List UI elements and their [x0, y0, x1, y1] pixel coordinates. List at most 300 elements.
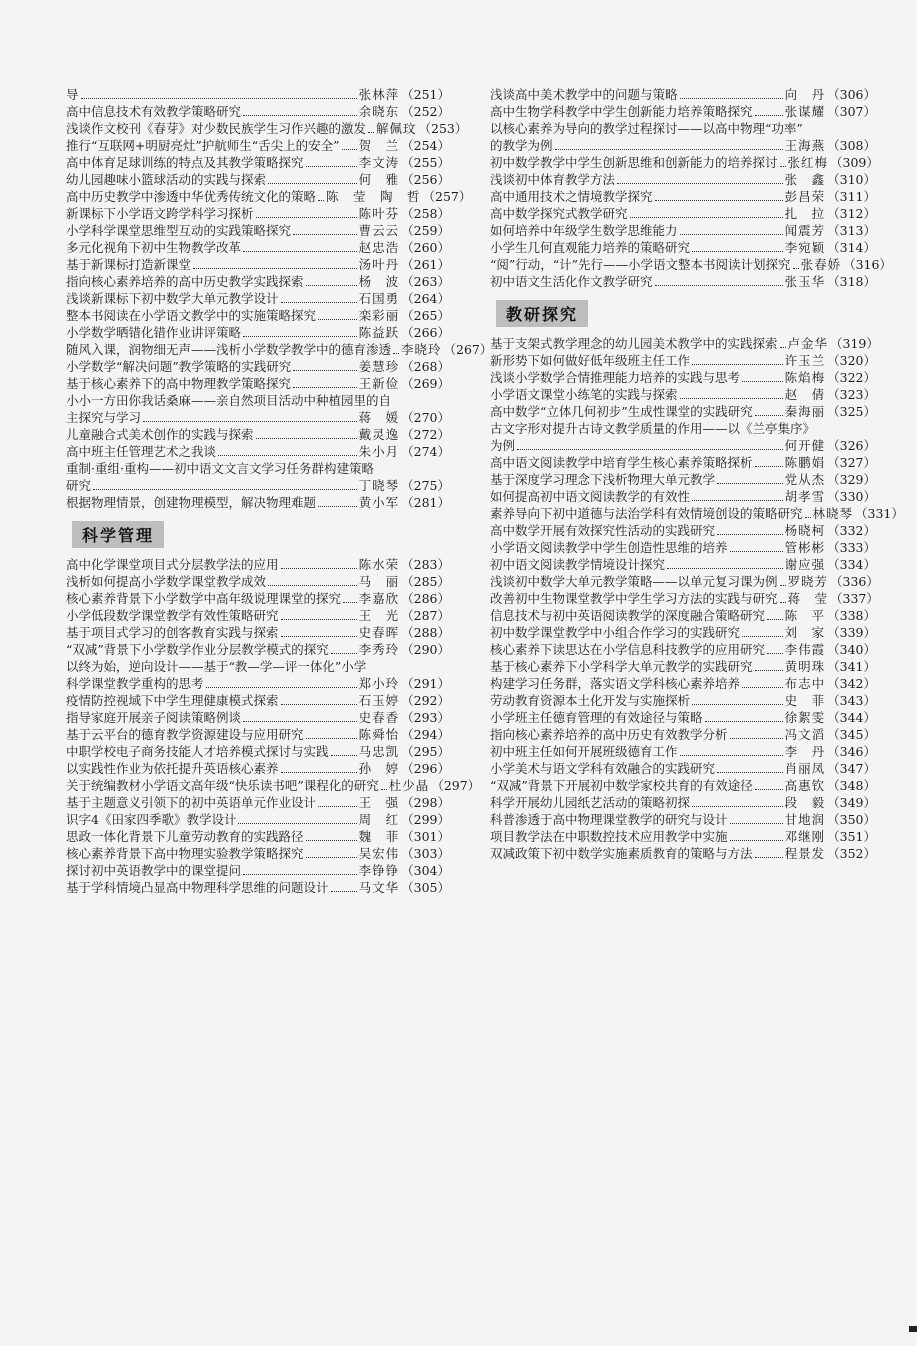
toc-entry[interactable] — [490, 171, 876, 188]
entry-page-number: （318） — [827, 274, 876, 289]
entry-author: 李晓玲 — [401, 342, 442, 357]
toc-entry[interactable] — [490, 369, 876, 386]
dot-leader — [655, 199, 783, 201]
entry-author: 丁晓琴 — [358, 478, 400, 493]
entry-author: 郑小玲 — [358, 676, 400, 691]
entry-author: 杜少晶 — [388, 778, 430, 793]
entry-author: 陈 平 — [784, 608, 826, 623]
dot-leader — [680, 754, 783, 756]
toc-entry[interactable] — [490, 760, 876, 777]
entry-page-number: （327） — [827, 455, 876, 470]
toc-entry[interactable] — [490, 641, 876, 658]
entry-author: 段 毅 — [784, 795, 826, 810]
toc-entry[interactable] — [66, 573, 450, 590]
toc-entry[interactable] — [66, 222, 450, 239]
toc-entry[interactable] — [490, 522, 876, 539]
dot-leader — [281, 567, 357, 569]
toc-entry[interactable] — [66, 845, 450, 862]
toc-entry[interactable] — [490, 86, 876, 103]
toc-entry[interactable] — [66, 307, 450, 324]
entry-author: 扎 拉 — [784, 206, 826, 221]
entry-author: 黄小军 — [358, 495, 400, 510]
entry-title-line: 根据物理情景，创建物理模型，解决物理难题 — [66, 495, 317, 510]
entry-page-number: （270） — [401, 410, 450, 425]
entry-author: 杨 波 — [358, 274, 400, 289]
dot-leader — [617, 182, 783, 184]
dot-leader — [793, 267, 799, 269]
toc-entry[interactable] — [66, 358, 450, 375]
entry-author: 冯文滔 — [784, 727, 826, 742]
dot-leader — [268, 584, 357, 586]
entry-author: 马文华 — [358, 880, 400, 895]
entry-page-number: （260） — [401, 240, 450, 255]
toc-entry[interactable] — [490, 828, 876, 845]
entry-page-number: （275） — [401, 478, 450, 493]
toc-entry[interactable] — [490, 692, 876, 709]
entry-author: 陈 莹 陶 哲 — [326, 189, 421, 204]
dot-leader — [805, 516, 811, 518]
dot-leader — [281, 703, 357, 705]
toc-entry[interactable] — [66, 556, 450, 573]
toc-entry[interactable] — [490, 573, 879, 590]
toc-entry[interactable] — [490, 624, 876, 641]
entry-title-line: 高中数学探究式教学研究 — [490, 206, 628, 221]
toc-entry[interactable] — [66, 709, 450, 726]
toc-entry[interactable] — [490, 403, 876, 420]
toc-entry[interactable] — [490, 726, 876, 743]
entry-title-line: 主探究与学习 — [66, 410, 142, 425]
dot-leader — [730, 839, 783, 841]
entry-author: 秦海丽 — [784, 404, 826, 419]
toc-entry[interactable] — [490, 120, 876, 154]
entry-page-number: （288） — [401, 625, 450, 640]
entry-page-number: （334） — [827, 557, 876, 572]
entry-author: 马忠凯 — [358, 744, 400, 759]
dot-leader — [742, 686, 783, 688]
entry-author: 解佩玟 — [376, 121, 417, 136]
toc-entry[interactable] — [66, 726, 450, 743]
toc-entry[interactable] — [66, 392, 450, 426]
entry-page-number: （342） — [827, 676, 876, 691]
toc-entry[interactable] — [66, 375, 450, 392]
toc-entry[interactable] — [490, 488, 876, 505]
dot-leader — [306, 839, 357, 841]
entry-page-number: （283） — [401, 557, 450, 572]
toc-entry[interactable] — [490, 811, 876, 828]
entry-author: 李嘉欣 — [358, 591, 400, 606]
entry-page-number: （272） — [401, 427, 450, 442]
toc-entry[interactable] — [66, 239, 450, 256]
toc-entry[interactable] — [66, 273, 450, 290]
entry-page-number: （308） — [827, 138, 876, 153]
toc-entry[interactable] — [66, 862, 450, 879]
entry-title-line: 以核心素养为导向的教学过程探讨——以高中物理“功率” — [490, 121, 803, 136]
toc-entry[interactable] — [490, 539, 876, 556]
entry-author: 许玉兰 — [784, 353, 826, 368]
entry-author: 贺 兰 — [358, 138, 400, 153]
entry-author: 李文涛 — [358, 155, 400, 170]
dot-leader — [692, 250, 783, 252]
entry-page-number: （263） — [401, 274, 450, 289]
toc-entry[interactable] — [66, 341, 493, 358]
dot-leader — [238, 822, 356, 824]
entry-author: 栾彩丽 — [358, 308, 400, 323]
toc-entry[interactable] — [66, 426, 450, 443]
entry-title-line: 高中历史教学中渗透中华优秀传统文化的策略 — [66, 189, 317, 204]
entry-page-number: （306） — [827, 87, 876, 102]
entry-title-line: 核心素养背景下高中物理实验教学策略探究 — [66, 846, 304, 861]
entry-author: 向 丹 — [784, 87, 826, 102]
toc-entry[interactable] — [66, 777, 481, 794]
dot-leader — [293, 386, 357, 388]
toc-entry[interactable] — [66, 205, 450, 222]
entry-page-number: （350） — [827, 812, 876, 827]
toc-entry[interactable] — [66, 760, 450, 777]
toc-entry[interactable] — [66, 86, 450, 103]
entry-author: 蒋 媛 — [358, 410, 400, 425]
entry-page-number: （257） — [422, 189, 472, 204]
toc-entry[interactable] — [66, 171, 450, 188]
toc-entry[interactable] — [490, 709, 876, 726]
dot-leader — [755, 788, 783, 790]
toc-entry[interactable] — [490, 675, 876, 692]
entry-author: 闻震芳 — [784, 223, 826, 238]
entry-page-number: （301） — [401, 829, 450, 844]
dot-leader — [381, 788, 387, 790]
entry-title-line: 新课标下小学语文跨学科学习探析 — [66, 206, 254, 221]
entry-page-number: （352） — [827, 846, 876, 861]
entry-author: 党从杰 — [784, 472, 826, 487]
entry-author: 黄明珠 — [784, 659, 826, 674]
toc-entry[interactable] — [66, 324, 450, 341]
toc-entry[interactable] — [490, 335, 879, 352]
entry-page-number: （252） — [401, 104, 450, 119]
entry-page-number: （339） — [827, 625, 876, 640]
entry-page-number: （287） — [401, 608, 450, 623]
dot-leader — [93, 488, 357, 490]
entry-author: 王新俭 — [358, 376, 400, 391]
toc-entry[interactable] — [490, 777, 876, 794]
entry-page-number: （267） — [443, 342, 493, 357]
dot-leader — [268, 182, 357, 184]
entry-page-number: （253） — [418, 121, 468, 136]
entry-title-line: 构建学习任务群，落实语文学科核心素养培养 — [490, 676, 741, 691]
entry-title-line: 高中数学开展有效探究性活动的实践研究 — [490, 523, 716, 538]
entry-page-number: （274） — [401, 444, 450, 459]
entry-page-number: （299） — [401, 812, 450, 827]
entry-author: 陈叶芬 — [358, 206, 400, 221]
entry-author: 曹云云 — [358, 223, 400, 238]
toc-entry[interactable] — [490, 222, 876, 239]
entry-author: 林晓琴 — [812, 506, 854, 521]
toc-entry[interactable] — [66, 607, 450, 624]
entry-page-number: （281） — [401, 495, 450, 510]
dot-leader — [293, 369, 356, 371]
entry-title-line: 初中数学课堂教学中小组合作学习的实践研究 — [490, 625, 741, 640]
entry-page-number: （314） — [827, 240, 876, 255]
entry-author: 张红梅 — [787, 155, 829, 170]
toc-entry[interactable] — [66, 811, 450, 828]
toc-entry[interactable] — [490, 239, 876, 256]
dot-leader — [692, 499, 783, 501]
dot-leader — [742, 380, 783, 382]
entry-title-line: 初中语文阅读教学情境设计探究 — [490, 557, 666, 572]
entry-author: 胡孝雪 — [784, 489, 826, 504]
entry-page-number: （303） — [401, 846, 450, 861]
entry-page-number: （332） — [827, 523, 876, 538]
entry-page-number: （322） — [827, 370, 876, 385]
dot-leader — [767, 618, 783, 620]
toc-entry[interactable] — [490, 352, 876, 369]
toc-entry[interactable] — [66, 828, 450, 845]
toc-entry[interactable] — [66, 590, 450, 607]
entry-title-line: 基于支架式教学理念的幼儿园美术教学中的实践探索 — [490, 336, 778, 351]
toc-entry[interactable] — [490, 505, 904, 522]
entry-page-number: （264） — [401, 291, 450, 306]
entry-page-number: （349） — [827, 795, 876, 810]
toc-entry[interactable] — [66, 256, 450, 273]
dot-leader — [331, 890, 357, 892]
entry-title-line: 古文字形对提升古诗文教学质量的作用——以《兰亭集序》 — [490, 421, 816, 436]
toc-entry[interactable] — [66, 692, 450, 709]
toc-entry[interactable] — [490, 154, 879, 171]
entry-page-number: （337） — [830, 591, 879, 606]
entry-page-number: （330） — [827, 489, 876, 504]
toc-entry[interactable] — [66, 494, 450, 511]
toc-entry[interactable] — [66, 460, 450, 494]
entry-title-line: 初中数学教学中学生创新思维和创新能力的培养探讨 — [490, 155, 778, 170]
toc-entry[interactable] — [490, 845, 876, 862]
dot-leader — [755, 414, 783, 416]
dot-leader — [680, 97, 783, 99]
toc-entry[interactable] — [490, 205, 876, 222]
dot-leader — [306, 284, 357, 286]
entry-author: 汤叶丹 — [358, 257, 400, 272]
entry-author: 蒋 莹 — [787, 591, 829, 606]
entry-title-line: 幼儿园趣味小篮球活动的实践与探索 — [66, 172, 267, 187]
dot-leader — [780, 584, 786, 586]
entry-title-line: 研究 — [66, 478, 92, 493]
entry-page-number: （351） — [827, 829, 876, 844]
entry-author: 王 强 — [358, 795, 400, 810]
entry-page-number: （286） — [401, 591, 450, 606]
entry-title-line: 浅谈高中美术教学中的问题与策略 — [490, 87, 678, 102]
dot-leader — [342, 148, 357, 150]
entry-title-line: 小学数学“解决问题”教学策略的实践研究 — [66, 359, 292, 374]
entry-title-line: 高中化学课堂项目式分层教学法的应用 — [66, 557, 279, 572]
dot-leader — [755, 465, 783, 467]
dot-leader — [306, 737, 357, 739]
dot-leader — [256, 437, 357, 439]
entry-title-line: “双减”背景下小学数学作业分层教学模式的探究 — [66, 642, 329, 657]
toc-entry[interactable] — [490, 607, 876, 624]
page-edge-mark — [909, 1326, 917, 1332]
toc-entry[interactable] — [66, 120, 468, 137]
entry-title-line: 小学语文课堂小练笔的实践与探索 — [490, 387, 678, 402]
entry-title-line: 指导家庭开展亲子阅读策略例谈 — [66, 710, 242, 725]
dot-leader — [767, 652, 783, 654]
toc-entry[interactable] — [490, 454, 876, 471]
toc-entry[interactable] — [490, 256, 892, 273]
entry-page-number: （313） — [827, 223, 876, 238]
entry-author: 彭昌荣 — [784, 189, 826, 204]
entry-author: 邓继刚 — [784, 829, 826, 844]
entry-title-line: 基于项目式学习的创客教育实践与探索 — [66, 625, 279, 640]
entry-title-line: 核心素养下读思达在小学信息科技教学的应用研究 — [490, 642, 766, 657]
entry-title-line: 高中通用技术之情境教学探究 — [490, 189, 653, 204]
entry-page-number: （261） — [401, 257, 450, 272]
entry-author: 卢金华 — [787, 336, 829, 351]
entry-title-line: 思政一体化背景下儿童劳动教育的实践路径 — [66, 829, 304, 844]
entry-title-line: 关于统编教材小学语文高年级“快乐读书吧”课程化的研究 — [66, 778, 379, 793]
dot-leader — [368, 131, 374, 133]
dot-leader — [630, 216, 783, 218]
toc-entry[interactable] — [490, 420, 876, 454]
entry-title-line: 小学班主任德育管理的有效途径与策略 — [490, 710, 703, 725]
entry-title-line: 科普渗透于高中物理课堂教学的研究与设计 — [490, 812, 728, 827]
entry-author: 何 雅 — [358, 172, 400, 187]
dot-leader — [243, 335, 357, 337]
entry-title-line: 疫情防控视域下中学生理健康模式探索 — [66, 693, 279, 708]
entry-title-line: 初中班主任如何开展班级德育工作 — [490, 744, 678, 759]
entry-page-number: （316） — [843, 257, 892, 272]
entry-page-number: （310） — [827, 172, 876, 187]
entry-author: 赵忠浩 — [358, 240, 400, 255]
entry-title-line: 基于新课标打造新课堂 — [66, 257, 192, 272]
toc-entry[interactable] — [66, 641, 450, 658]
entry-title-line: 浅谈初中体育教学方法 — [490, 172, 616, 187]
toc-entry[interactable] — [490, 743, 876, 760]
entry-title-line: 改善初中生物课堂教学中学生学习方法的实践与研究 — [490, 591, 778, 606]
entry-title-line: 随风入课，润物细无声——浅析小学数学教学中的德育渗透 — [66, 342, 392, 357]
toc-entry[interactable] — [66, 879, 450, 896]
entry-author: 管彬彬 — [784, 540, 826, 555]
entry-page-number: （269） — [401, 376, 450, 391]
entry-title-line: “双减”背景下开展初中数学家校共育的有效途径 — [490, 778, 753, 793]
toc-entry[interactable] — [66, 137, 450, 154]
dot-leader — [318, 505, 357, 507]
entry-title-line: 中职学校电子商务技能人才培养模式探讨与实践 — [66, 744, 329, 759]
toc-entry[interactable] — [490, 471, 876, 488]
dot-leader — [281, 771, 357, 773]
entry-page-number: （307） — [827, 104, 876, 119]
toc-entry[interactable] — [490, 188, 876, 205]
entry-page-number: （331） — [855, 506, 904, 521]
entry-author: 石国勇 — [358, 291, 400, 306]
toc-entry[interactable] — [66, 154, 450, 171]
toc-entry[interactable] — [490, 658, 876, 675]
entry-author: 陈鹏娟 — [784, 455, 826, 470]
toc-entry[interactable] — [490, 590, 879, 607]
entry-title-line: 为例 — [490, 438, 516, 453]
entry-author: 石玉婷 — [358, 693, 400, 708]
entry-page-number: （294） — [401, 727, 450, 742]
entry-page-number: （341） — [827, 659, 876, 674]
entry-author: 王海燕 — [784, 138, 826, 153]
dot-leader — [717, 533, 783, 535]
dot-leader — [780, 165, 786, 167]
entry-author: 陈益跃 — [358, 325, 400, 340]
dot-leader — [143, 420, 357, 422]
entry-page-number: （254） — [401, 138, 450, 153]
entry-page-number: （285） — [401, 574, 450, 589]
toc-entry[interactable] — [66, 743, 450, 760]
entry-title-line: 小学低段数学课堂教学有效性策略研究 — [66, 608, 279, 623]
toc-entry[interactable] — [66, 290, 450, 307]
entry-title-line: 小学科学课堂思维型互动的实践策略探究 — [66, 223, 292, 238]
toc-entry[interactable] — [66, 794, 450, 811]
toc-entry[interactable] — [66, 188, 472, 205]
entry-title-line: 小学美术与语文学科有效融合的实践研究 — [490, 761, 716, 776]
entry-title-line: 新形势下如何做好低年级班主任工作 — [490, 353, 691, 368]
entry-title-line: 指向核心素养培养的高中历史教学实践探索 — [66, 274, 304, 289]
entry-page-number: （305） — [401, 880, 450, 895]
dot-leader — [281, 301, 357, 303]
dot-leader — [680, 397, 783, 399]
entry-author: 杨晓柯 — [784, 523, 826, 538]
dot-leader — [393, 352, 399, 354]
entry-page-number: （346） — [827, 744, 876, 759]
entry-title-line: 小学数学晒错化错作业讲评策略 — [66, 325, 242, 340]
toc-entry[interactable] — [66, 443, 450, 460]
entry-title-line: 核心素养背景下小学数学中高年级说理课堂的探究 — [66, 591, 342, 606]
entry-page-number: （336） — [830, 574, 879, 589]
dot-leader — [256, 216, 357, 218]
dot-leader — [206, 686, 357, 688]
dot-leader — [705, 720, 783, 722]
entry-page-number: （320） — [827, 353, 876, 368]
entry-author: 史 菲 — [784, 693, 826, 708]
toc-entry[interactable] — [490, 794, 876, 811]
entry-title-line: 小小一方田你我话桑麻——亲自然项目活动中种植园里的自 — [66, 393, 392, 408]
entry-title-line: 浅析如何提高小学数学课堂教学成效 — [66, 574, 267, 589]
entry-title-line: 小学语文阅读教学中学生创造性思维的培养 — [490, 540, 728, 555]
entry-title-line: 以终为始，逆向设计——基于“教—学—评一体化”小学 — [66, 659, 367, 674]
entry-author: 高惠钦 — [784, 778, 826, 793]
entry-author: 李铮铮 — [358, 863, 400, 878]
dot-leader — [243, 250, 357, 252]
dot-leader — [318, 318, 357, 320]
toc-entry[interactable] — [490, 386, 876, 403]
dot-leader — [780, 346, 786, 348]
entry-title-line: 如何培养中年级学生数学思维能力 — [490, 223, 678, 238]
toc-entry[interactable] — [66, 658, 450, 692]
toc-entry[interactable] — [66, 624, 450, 641]
entry-page-number: （295） — [401, 744, 450, 759]
dot-leader — [331, 652, 357, 654]
entry-page-number: （323） — [827, 387, 876, 402]
entry-title-line: 基于云平台的德育教学资源建设与应用研究 — [66, 727, 304, 742]
toc-entry[interactable] — [490, 273, 876, 290]
toc-entry[interactable] — [66, 103, 450, 120]
entry-author: 李秀玲 — [358, 642, 400, 657]
entry-author: 陈舜怡 — [358, 727, 400, 742]
entry-title-line: 高中数学“立体几何初步”生成性课堂的实践研究 — [490, 404, 753, 419]
toc-entry[interactable] — [490, 556, 876, 573]
dot-leader — [780, 601, 786, 603]
dot-leader — [343, 601, 357, 603]
dot-leader — [730, 822, 783, 824]
toc-entry[interactable] — [490, 103, 876, 120]
entry-author: 史春香 — [358, 710, 400, 725]
entry-page-number: （296） — [401, 761, 450, 776]
dot-leader — [281, 618, 357, 620]
toc-left-column — [66, 86, 493, 896]
entry-author: 姜慧珍 — [358, 359, 400, 374]
dot-leader — [655, 284, 783, 286]
entry-author: 陈水荣 — [358, 557, 400, 572]
entry-page-number: （338） — [827, 608, 876, 623]
